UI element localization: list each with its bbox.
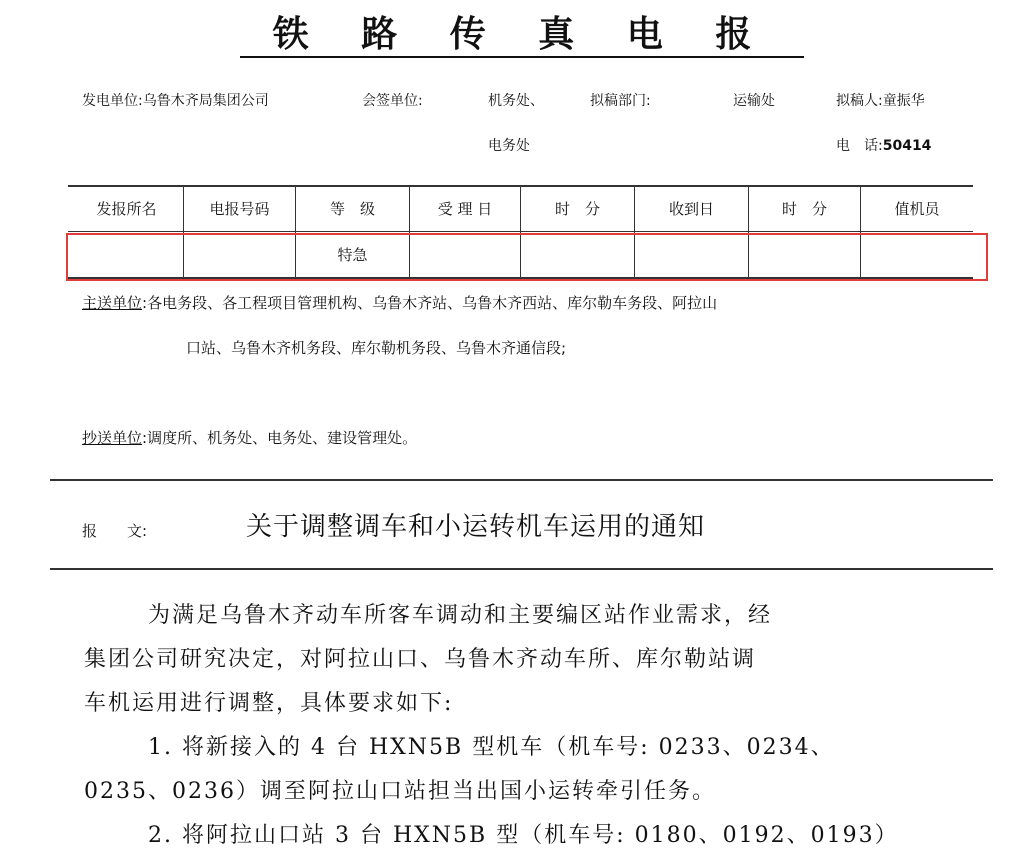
table-header-cell: 值机员 — [894, 200, 940, 218]
sender-field — [82, 92, 269, 110]
phone-label: 电 话: — [836, 138, 883, 154]
sender-label: 发电单位: — [82, 93, 143, 109]
table-header-cell: 等 级 — [329, 200, 375, 218]
table-header-cell: 时 分 — [781, 200, 827, 218]
table-header-cell: 发报所名 — [96, 200, 157, 218]
copy-recipients-line — [82, 427, 417, 449]
body-line: 为满足乌鲁木齐动车所客车调动和主要编区站作业需求，经 — [148, 603, 773, 628]
body-line: 2. 将阿拉山口站 3 台 HXN5B 型（机车号: 0180、0192、0193） — [148, 823, 899, 848]
main-recipients-label: 主送单位 — [82, 294, 143, 312]
message-subject: 关于调整调车和小运转机车运用的通知 — [246, 512, 706, 542]
body-line: 1. 将新接入的 4 台 HXN5B 型机车（机车号: 0233、0234、 — [148, 735, 835, 760]
drafter-value: 童振华 — [882, 93, 925, 109]
main-recipients-value: :各电务段、各工程项目管理机构、乌鲁木齐站、乌鲁木齐西站、库尔勒车务段、阿拉山 — [142, 294, 718, 312]
dept-label: 拟稿部门: — [590, 93, 651, 109]
phone-field — [836, 137, 931, 155]
phone-value: 50414 — [882, 138, 932, 154]
main-recipients-line-2: 口站、乌鲁木齐机务段、库尔勒机务段、乌鲁木齐通信段; — [186, 339, 567, 357]
cosign-value-1: 机务处、 — [488, 93, 544, 109]
drafter-label: 拟稿人: — [836, 93, 883, 109]
message-label: 报 文: — [82, 522, 148, 540]
row-highlight-box — [66, 233, 988, 281]
drafter-field — [836, 92, 925, 110]
priority-cell: 特急 — [337, 246, 368, 264]
section-divider-top — [50, 479, 993, 481]
body-line: 车机运用进行调整，具体要求如下: — [84, 691, 454, 716]
cosign-label: 会签单位: — [362, 93, 423, 109]
copy-recipients-label: 抄送单位 — [82, 429, 143, 447]
main-recipients-line — [82, 292, 717, 314]
table-header-cell: 时 分 — [554, 200, 600, 218]
section-divider-bottom — [50, 568, 993, 570]
copy-recipients-value: :调度所、机务处、电务处、建设管理处。 — [142, 429, 418, 447]
body-line: 集团公司研究决定，对阿拉山口、乌鲁木齐动车所、库尔勒站调 — [84, 647, 757, 672]
table-header-cell: 电报号码 — [209, 200, 270, 218]
body-line: 0235、0236）调至阿拉山口站担当出国小运转牵引任务。 — [84, 779, 716, 804]
document-title: 铁 路 传 真 电 报 — [272, 13, 772, 55]
cosign-value-2: 电务处 — [488, 138, 530, 154]
sender-value: 乌鲁木齐局集团公司 — [142, 93, 269, 109]
title-underline — [240, 56, 804, 58]
table-header-cell: 收到日 — [668, 200, 714, 218]
dept-value: 运输处 — [733, 93, 775, 109]
table-header-cell: 受 理 日 — [437, 200, 493, 218]
